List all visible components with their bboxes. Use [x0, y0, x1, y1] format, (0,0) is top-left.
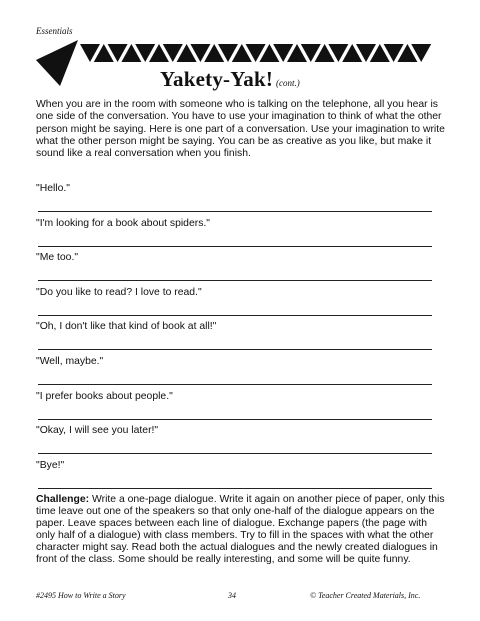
challenge-text: Write a one-page dialogue. Write it again on another piece of paper, only this time leave out one of the speakers so that only one-half of the dialogue appears on the paper. Leave spaces between each line of dialogue. Exchange papers (the page with only half of a dialogue) with class members. Try to fill in the spaces with what the other character might say. Read both the actual dialogues and the newly created dialogues in front of the class. Some should be really interesting, and some will be quite funny.: [36, 494, 445, 566]
challenge-paragraph: [36, 494, 448, 567]
footer-copyright: © Teacher Created Materials, Inc.: [310, 591, 421, 600]
answer-line[interactable]: [38, 280, 432, 281]
answer-line[interactable]: [38, 419, 432, 420]
answer-line[interactable]: [38, 453, 432, 454]
dialogue-line: "Oh, I don't like that kind of book at all!": [36, 321, 217, 333]
triangle-row: [80, 44, 431, 62]
large-pennant-shape: [36, 40, 78, 86]
title-continued: (cont.): [276, 78, 300, 88]
footer-book-title: #2495 How to Write a Story: [36, 591, 126, 600]
dialogue-line: "Do you like to read? I love to read.": [36, 286, 202, 298]
challenge-label: Challenge:: [36, 494, 90, 505]
dialogue-line: "Bye!": [36, 459, 65, 471]
section-label: Essentials: [36, 26, 73, 36]
answer-line[interactable]: [38, 315, 432, 316]
answer-line[interactable]: [38, 349, 432, 350]
title-main: Yakety-Yak!: [160, 67, 274, 91]
answer-line[interactable]: [38, 384, 432, 385]
answer-line[interactable]: [38, 246, 432, 247]
dialogue-line: "Hello.": [36, 183, 70, 194]
dialogue-line: "Me too.": [36, 252, 79, 264]
intro-paragraph: When you are in the room with someone who is talking on the telephone, all you hear is one side of the conversation. You have to use your imagination to think of what the other person might be saying. Here is one part of a conversation. Use your imagination to write what the other person might be saying. You can be as creative as you like, but make it sound like a real conversation when you finish.: [36, 99, 445, 160]
dialogue-line: "I'm looking for a book about spiders.": [36, 217, 210, 229]
dialogue-line: "I prefer books about people.": [36, 390, 173, 402]
footer-page-number: 34: [228, 591, 236, 600]
dialogue-line: "Okay, I will see you later!": [36, 425, 159, 437]
page-title: [160, 67, 300, 92]
answer-line[interactable]: [38, 211, 432, 212]
dialogue-line: "Well, maybe.": [36, 356, 104, 367]
answer-line[interactable]: [38, 488, 432, 489]
